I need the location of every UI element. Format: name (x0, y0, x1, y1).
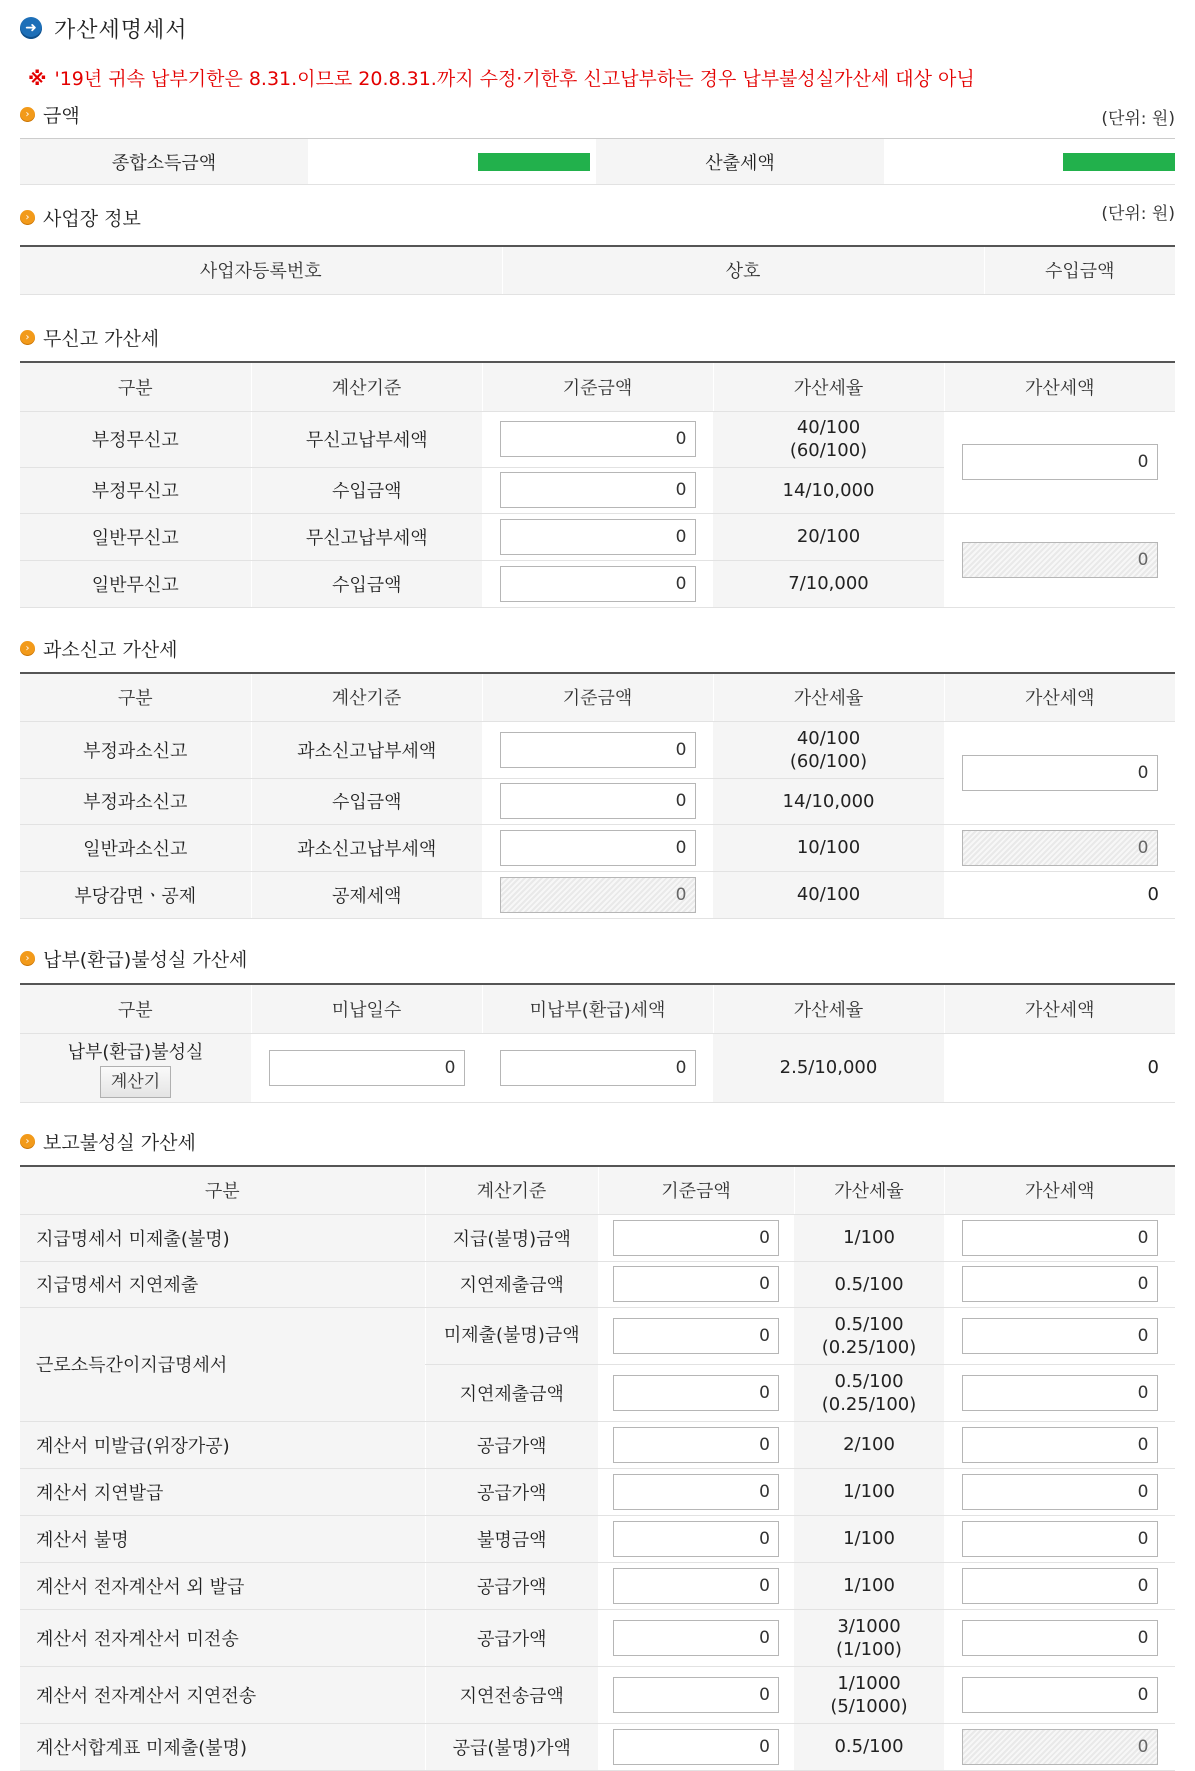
section-title-underreport (20, 633, 178, 663)
header-basis: 계산기준 (425, 1166, 598, 1214)
header-type: 구분 (20, 362, 251, 411)
orange-arrow-icon: › (20, 330, 35, 345)
row-basis: 공급가액 (425, 1421, 598, 1468)
section-title-amount (20, 99, 80, 129)
base-amount-input[interactable]: 0 (613, 1375, 779, 1411)
orange-arrow-icon: › (20, 641, 35, 656)
tax-amount-input[interactable]: 0 (962, 1220, 1158, 1256)
row-basis: 공급(불명)가액 (425, 1723, 598, 1770)
rate-value: 3/1000 (837, 1615, 901, 1637)
section-title-business (20, 202, 141, 232)
base-amount-input[interactable]: 0 (613, 1266, 779, 1302)
row-basis: 공급가액 (425, 1468, 598, 1515)
masked-value (1063, 153, 1175, 171)
header-company-name: 상호 (502, 246, 984, 294)
tax-amount-input[interactable]: 0 (962, 1521, 1158, 1557)
header-type: 구분 (20, 1166, 425, 1214)
row-type: 부정무신고 (20, 411, 251, 467)
section-title-text: 금액 (43, 104, 80, 127)
row-basis: 공급가액 (425, 1609, 598, 1666)
row-type: 계산서 지연발급 (20, 1468, 425, 1515)
section-title-text: 보고불성실 가산세 (43, 1131, 196, 1154)
row-type: 일반무신고 (20, 513, 251, 560)
rate-value-secondary: (0.25/100) (821, 1393, 917, 1415)
tax-amount-input[interactable]: 0 (962, 1266, 1158, 1302)
orange-arrow-icon: › (20, 1134, 35, 1149)
table-row (20, 1666, 1175, 1723)
unit-label: (단위: 원) (1101, 109, 1175, 129)
rate-value-secondary: (1/100) (836, 1638, 902, 1660)
business-table (20, 245, 1175, 295)
base-amount-input[interactable]: 0 (613, 1521, 779, 1557)
table-row (20, 1562, 1175, 1609)
header-tax: 가산세액 (944, 673, 1175, 721)
header-rate: 가산세율 (713, 673, 944, 721)
section-title-text: 과소신고 가산세 (43, 638, 178, 661)
row-type: 부정무신고 (20, 467, 251, 513)
total-income-label: 종합소득금액 (20, 139, 308, 185)
header-base-amount: 기준금액 (482, 673, 713, 721)
latepay-table (20, 983, 1175, 1103)
header-basis: 계산기준 (251, 673, 482, 721)
base-amount-input[interactable]: 0 (500, 566, 696, 602)
header-tax: 가산세액 (944, 984, 1175, 1033)
table-row (20, 721, 1175, 778)
rate-value: 20/100 (713, 513, 944, 560)
section-title-text: 무신고 가산세 (43, 327, 160, 350)
report-table (20, 1165, 1175, 1771)
row-type: 근로소득간이지급명세서 (20, 1307, 425, 1421)
base-amount-input[interactable]: 0 (500, 472, 696, 508)
rate-value: 1/100 (794, 1214, 944, 1261)
orange-arrow-icon: › (20, 107, 35, 122)
row-basis: 수입금액 (251, 778, 482, 824)
table-row (20, 1214, 1175, 1261)
row-type: 계산서 미발급(위장가공) (20, 1421, 425, 1468)
rate-value: 1/100 (794, 1515, 944, 1562)
tax-amount-input[interactable]: 0 (962, 1427, 1158, 1463)
arrow-right-circle-icon: ➜ (20, 17, 42, 39)
row-type: 계산서 전자계산서 미전송 (20, 1609, 425, 1666)
tax-amount-input[interactable]: 0 (962, 755, 1158, 791)
base-amount-input[interactable]: 0 (500, 830, 696, 866)
row-basis: 지연제출금액 (425, 1364, 598, 1421)
header-tax: 가산세액 (944, 1166, 1175, 1214)
rate-value: 0.5/100 (834, 1313, 904, 1335)
row-basis: 공제세액 (251, 871, 482, 918)
rate-value-secondary: (60/100) (789, 750, 868, 772)
base-amount-input[interactable]: 0 (613, 1220, 779, 1256)
row-basis: 수입금액 (251, 467, 482, 513)
tax-amount-value: 0 (944, 1033, 1175, 1102)
tax-amount-input[interactable]: 0 (962, 1375, 1158, 1411)
header-type: 구분 (20, 673, 251, 721)
table-row (20, 1515, 1175, 1562)
row-basis: 미제출(불명)금액 (425, 1307, 598, 1364)
base-amount-input[interactable]: 0 (613, 1677, 779, 1713)
notice-mark: ※ (28, 68, 47, 90)
rate-value: 2.5/10,000 (713, 1033, 944, 1102)
header-base-amount: 기준금액 (598, 1166, 794, 1214)
tax-amount-input-disabled: 0 (962, 1729, 1158, 1765)
rate-value: 0.5/100 (794, 1723, 944, 1770)
row-type: 지급명세서 지연제출 (20, 1261, 425, 1307)
rate-value: 40/100 (796, 727, 861, 749)
tax-amount-input-disabled: 0 (962, 830, 1158, 866)
rate-value: 2/100 (794, 1421, 944, 1468)
table-row (20, 1307, 1175, 1364)
table-row (20, 1609, 1175, 1666)
row-basis: 지연전송금액 (425, 1666, 598, 1723)
row-type: 부당감면ㆍ공제 (20, 871, 251, 918)
base-amount-input[interactable]: 0 (613, 1620, 779, 1656)
row-type: 부정과소신고 (20, 721, 251, 778)
total-income-value (308, 139, 596, 185)
rate-value: 1/100 (794, 1562, 944, 1609)
table-row (20, 513, 1175, 560)
row-type: 계산서 불명 (20, 1515, 425, 1562)
page-header (20, 10, 188, 46)
header-revenue: 수입금액 (984, 246, 1175, 294)
header-type: 구분 (20, 984, 251, 1033)
header-business-number: 사업자등록번호 (20, 246, 502, 294)
base-amount-input[interactable]: 0 (500, 783, 696, 819)
section-title-latepay (20, 943, 247, 973)
table-row (20, 1033, 1175, 1102)
row-type: 계산서 전자계산서 지연전송 (20, 1666, 425, 1723)
page-title: 가산세명세서 (54, 17, 188, 43)
rate-value: 40/100 (713, 871, 944, 918)
row-type: 지급명세서 미제출(불명) (20, 1214, 425, 1261)
row-basis: 수입금액 (251, 560, 482, 607)
row-type: 일반무신고 (20, 560, 251, 607)
rate-value: 1/100 (794, 1468, 944, 1515)
table-row (20, 1723, 1175, 1770)
section-title-report (20, 1126, 196, 1156)
base-amount-input[interactable]: 0 (613, 1474, 779, 1510)
base-amount-input[interactable]: 0 (613, 1729, 779, 1765)
header-rate: 가산세율 (713, 984, 944, 1033)
row-basis: 과소신고납부세액 (251, 824, 482, 871)
rate-value: 14/10,000 (713, 467, 944, 513)
notice-message: '19년 귀속 납부기한은 8.31.이므로 20.8.31.까지 수정·기한후 신고납부하는 경우 납부불성실가산세 대상 아님 (54, 68, 975, 90)
header-tax: 가산세액 (944, 362, 1175, 411)
tax-amount-input[interactable]: 0 (962, 1568, 1158, 1604)
row-basis: 무신고납부세액 (251, 513, 482, 560)
table-row (20, 411, 1175, 467)
table-row (20, 871, 1175, 918)
calculator-button[interactable]: 계산기 (100, 1066, 171, 1098)
notice-text (28, 64, 975, 91)
rate-value-secondary: (0.25/100) (821, 1336, 917, 1358)
section-title-nonfiling (20, 322, 159, 352)
rate-value: 40/100 (796, 417, 861, 438)
unpaid-amount-input[interactable]: 0 (500, 1050, 696, 1086)
row-basis: 지급(불명)금액 (425, 1214, 598, 1261)
orange-arrow-icon: › (20, 951, 35, 966)
tax-amount-input[interactable]: 0 (962, 1318, 1158, 1354)
unpaid-days-input[interactable]: 0 (269, 1050, 465, 1086)
header-unpaid-amount: 미납부(환급)세액 (482, 984, 713, 1033)
tax-amount-input[interactable]: 0 (962, 1620, 1158, 1656)
rate-value: 0.5/100 (794, 1261, 944, 1307)
header-basis: 계산기준 (251, 362, 482, 411)
underreport-table (20, 672, 1175, 919)
row-type: 납부(환급)불성실 (67, 1041, 204, 1063)
unit-label: (단위: 원) (1101, 204, 1175, 224)
table-row (20, 1468, 1175, 1515)
nonfiling-table (20, 361, 1175, 608)
rate-value: 7/10,000 (713, 560, 944, 607)
row-type: 계산서 전자계산서 외 발급 (20, 1562, 425, 1609)
tax-amount-input[interactable]: 0 (962, 1474, 1158, 1510)
base-amount-input[interactable]: 0 (613, 1427, 779, 1463)
table-row (20, 824, 1175, 871)
table-row (20, 1421, 1175, 1468)
row-type: 일반과소신고 (20, 824, 251, 871)
row-basis: 지연제출금액 (425, 1261, 598, 1307)
row-type: 부정과소신고 (20, 778, 251, 824)
calculated-tax-value (884, 139, 1175, 185)
rate-value: 10/100 (713, 824, 944, 871)
section-title-text: 납부(환급)불성실 가산세 (43, 948, 248, 971)
base-amount-input[interactable]: 0 (500, 732, 696, 768)
orange-arrow-icon: › (20, 210, 35, 225)
row-type: 계산서합계표 미제출(불명) (20, 1723, 425, 1770)
header-unpaid-days: 미납일수 (251, 984, 482, 1033)
calculated-tax-label: 산출세액 (596, 139, 884, 185)
base-amount-input[interactable]: 0 (613, 1318, 779, 1354)
section-title-text: 사업장 정보 (43, 207, 141, 230)
base-amount-input-disabled: 0 (500, 877, 696, 913)
tax-amount-input[interactable]: 0 (962, 444, 1158, 480)
rate-value-secondary: (5/1000) (830, 1695, 908, 1717)
table-row (20, 1261, 1175, 1307)
header-base-amount: 기준금액 (482, 362, 713, 411)
tax-amount-value: 0 (944, 871, 1175, 918)
base-amount-input[interactable]: 0 (613, 1568, 779, 1604)
tax-amount-input-disabled: 0 (962, 542, 1158, 578)
amount-table (20, 138, 1175, 185)
row-basis: 과소신고납부세액 (251, 721, 482, 778)
rate-value: 14/10,000 (713, 778, 944, 824)
rate-value: 1/1000 (837, 1672, 901, 1694)
masked-value (478, 153, 590, 171)
rate-value: 0.5/100 (834, 1370, 904, 1392)
row-basis: 무신고납부세액 (251, 411, 482, 467)
rate-value-secondary: (60/100) (789, 440, 868, 461)
row-basis: 공급가액 (425, 1562, 598, 1609)
row-basis: 불명금액 (425, 1515, 598, 1562)
base-amount-input[interactable]: 0 (500, 421, 696, 457)
base-amount-input[interactable]: 0 (500, 519, 696, 555)
header-rate: 가산세율 (794, 1166, 944, 1214)
tax-amount-input[interactable]: 0 (962, 1677, 1158, 1713)
header-rate: 가산세율 (713, 362, 944, 411)
